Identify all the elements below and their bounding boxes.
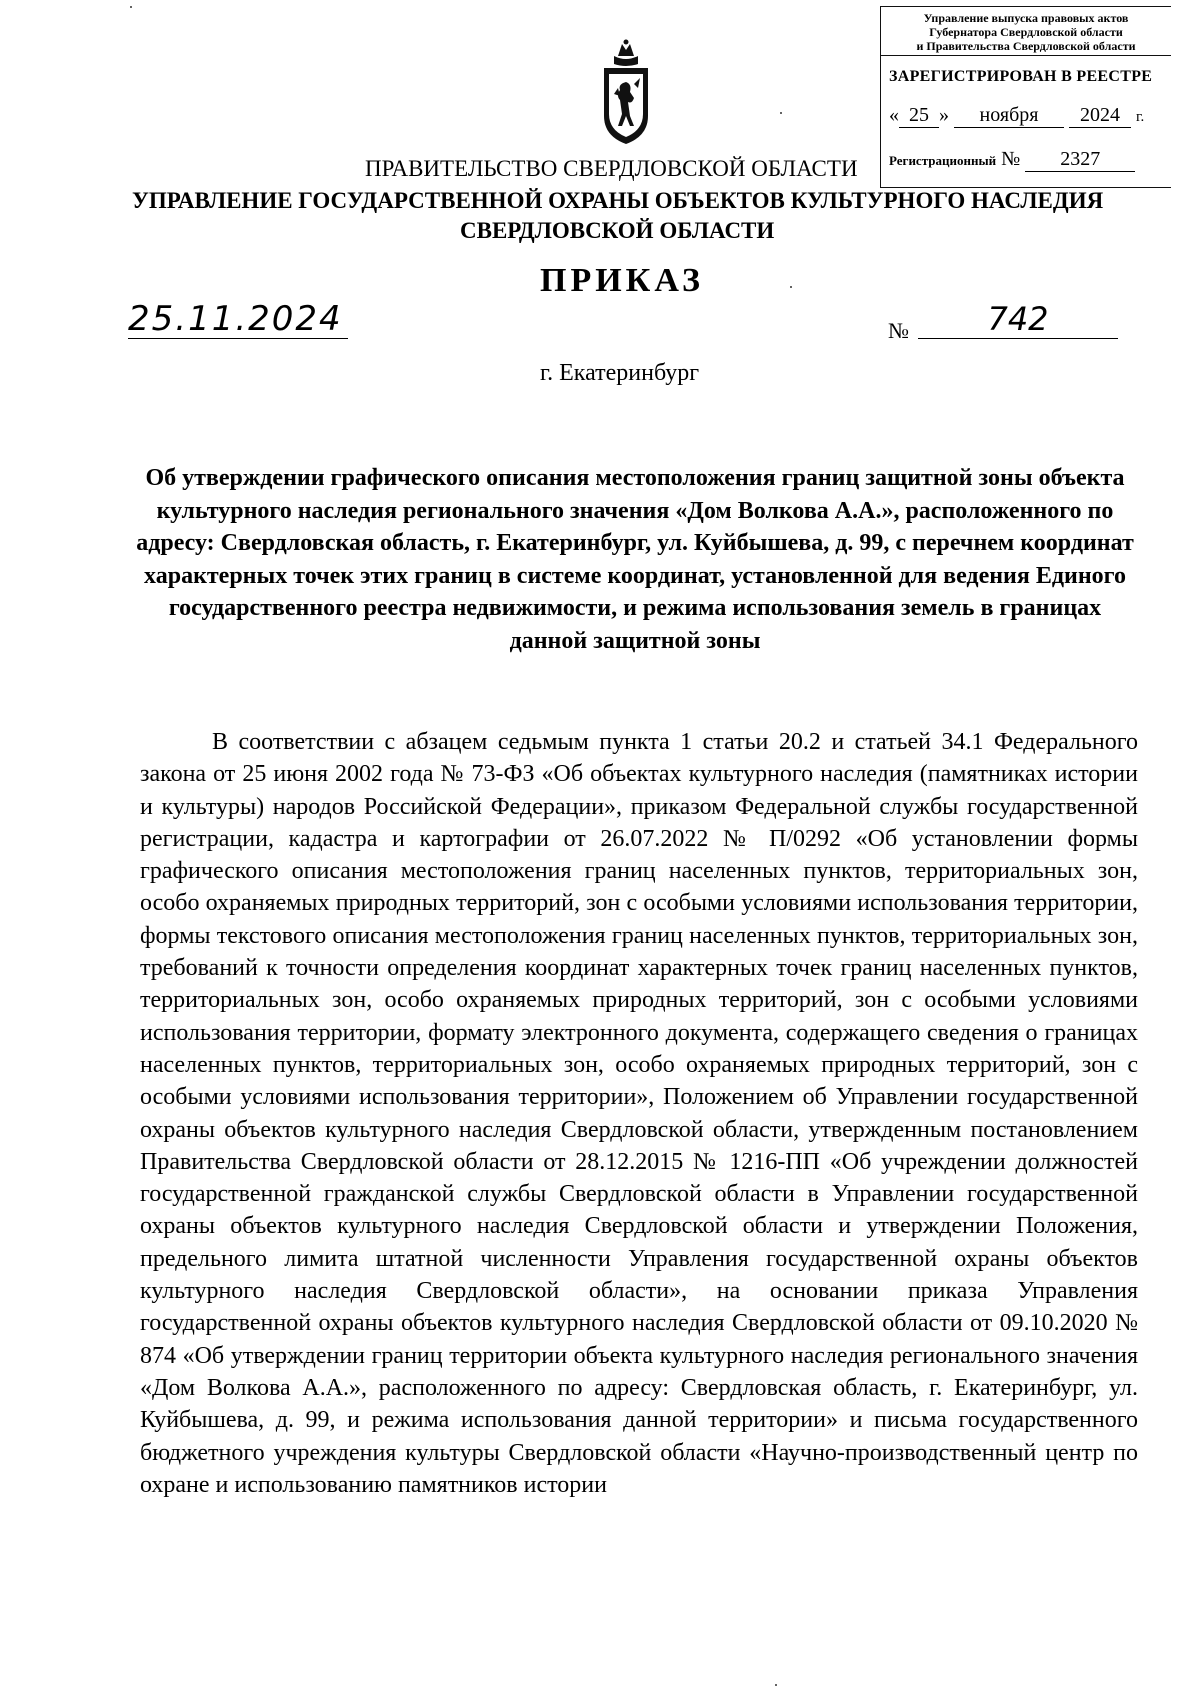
scan-speck	[775, 1684, 777, 1686]
department-name-line2: СВЕРДЛОВСКОЙ ОБЛАСТИ	[460, 218, 775, 243]
order-body-paragraph: В соответствии с абзацем седьмым пункта 1 статьи 20.2 и статьей 34.1 Федерального закона от 25 июня 2002 года № 73-ФЗ «Об объектах культурного наследия (памятниках истории и культуры) народов Российской Федерации», приказом Федеральной службы государственной регистрации, кадастра и картографии от 26.07.2022 № П/0292 «Об установлении формы графического описания местоположения границ населенных пунктов, территориальных зон, особо охраняемых природных территорий, зон с особыми условиями использования территории, формы текстового описания местоположения границ населенных пунктов, территориальных зон, требований к точности определения координат характерных точек границ населенных пунктов, территориальных зон, особо охраняемых природных территорий, зон с особыми условиями использования территории, формату электронного документа, содержащего сведения о границах населенных пунктов, территориальных зон, особо охраняемых природных территорий, зон с особыми условиями использования территории», Положением об Управлении государственной охраны объектов культурного наследия Свердловской области, утвержденным постановлением Правительства Свердловской области от 28.12.2015 № 1216-ПП «Об учреждении должностей государственной гражданской службы Свердловской области в Управлении государственной охраны объектов культурного наследия Свердловской области и утверждении Положения, предельного лимита штатной численности Управления государственной охраны объектов культурного наследия Свердловской области», на основании приказа Управления государственной охраны объектов культурного наследия Свердловской области от 09.10.2020 № 874 «Об утверждении границ территории объекта культурного наследия регионального значения «Дом Волкова А.А.», расположенного по адресу: Свердловская область, г. Екатеринбург, ул. Куйбышева, д. 99, и режима использования данной территории» и письма государственного бюджетного учреждения культуры Свердловской области «Научно-производственный центр по охране и использованию памятников истории	[140, 729, 1138, 1498]
order-city: г. Екатеринбург	[540, 360, 700, 386]
scan-speck	[130, 6, 132, 8]
stamp-reg-label: Регистрационный	[889, 153, 997, 168]
stamp-year: 2024	[1069, 104, 1131, 128]
order-number-label: №	[888, 318, 909, 343]
department-name-line1: УПРАВЛЕНИЕ ГОСУДАРСТВЕННОЙ ОХРАНЫ ОБЪЕКТОВ КУЛЬТУРНОГО НАСЛЕДИЯ	[132, 188, 1104, 213]
stamp-num-sign: №	[1001, 148, 1021, 170]
government-name: ПРАВИТЕЛЬСТВО СВЕРДЛОВСКОЙ ОБЛАСТИ	[365, 156, 858, 181]
order-number: 742	[918, 300, 1118, 339]
registration-stamp	[880, 6, 1171, 188]
stamp-close-quote: »	[939, 104, 949, 126]
stamp-day: 25	[899, 104, 939, 128]
scan-speck	[790, 286, 792, 288]
stamp-registered-label: ЗАРЕГИСТРИРОВАН В РЕЕСТРЕ	[889, 68, 1153, 85]
stamp-number	[889, 148, 1171, 172]
stamp-open-quote: «	[889, 104, 899, 126]
stamp-month: ноября	[954, 104, 1064, 128]
stamp-org-line3: и Правительства Свердловской области	[916, 39, 1136, 53]
stamp-year-suffix: г.	[1136, 109, 1145, 125]
stamp-date	[889, 104, 1171, 128]
document-type: ПРИКАЗ	[540, 262, 704, 299]
stamp-reg-number: 2327	[1025, 148, 1135, 172]
order-date: 25.11.2024	[128, 300, 348, 339]
scan-speck	[780, 112, 782, 114]
stamp-org-line2: Губернатора Свердловской области	[929, 25, 1123, 39]
stamp-org-line1: Управление выпуска правовых актов	[923, 11, 1129, 25]
coat-of-arms-emblem	[596, 38, 656, 146]
stamp-organization	[881, 7, 1171, 56]
order-heading: Об утверждении графического описания местоположения границ защитной зоны объекта культурного наследия регионального значения «Дом Волкова А.А.», расположенного по адресу: Свердловская область, г. Екатеринбург, ул. Куйбышева, д. 99, с перечнем координат характерных точек этих границ в системе координат, установленной для ведения Единого государственного реестра недвижимости, и режима использования земель в границах данной защитной зоны	[136, 465, 1134, 654]
